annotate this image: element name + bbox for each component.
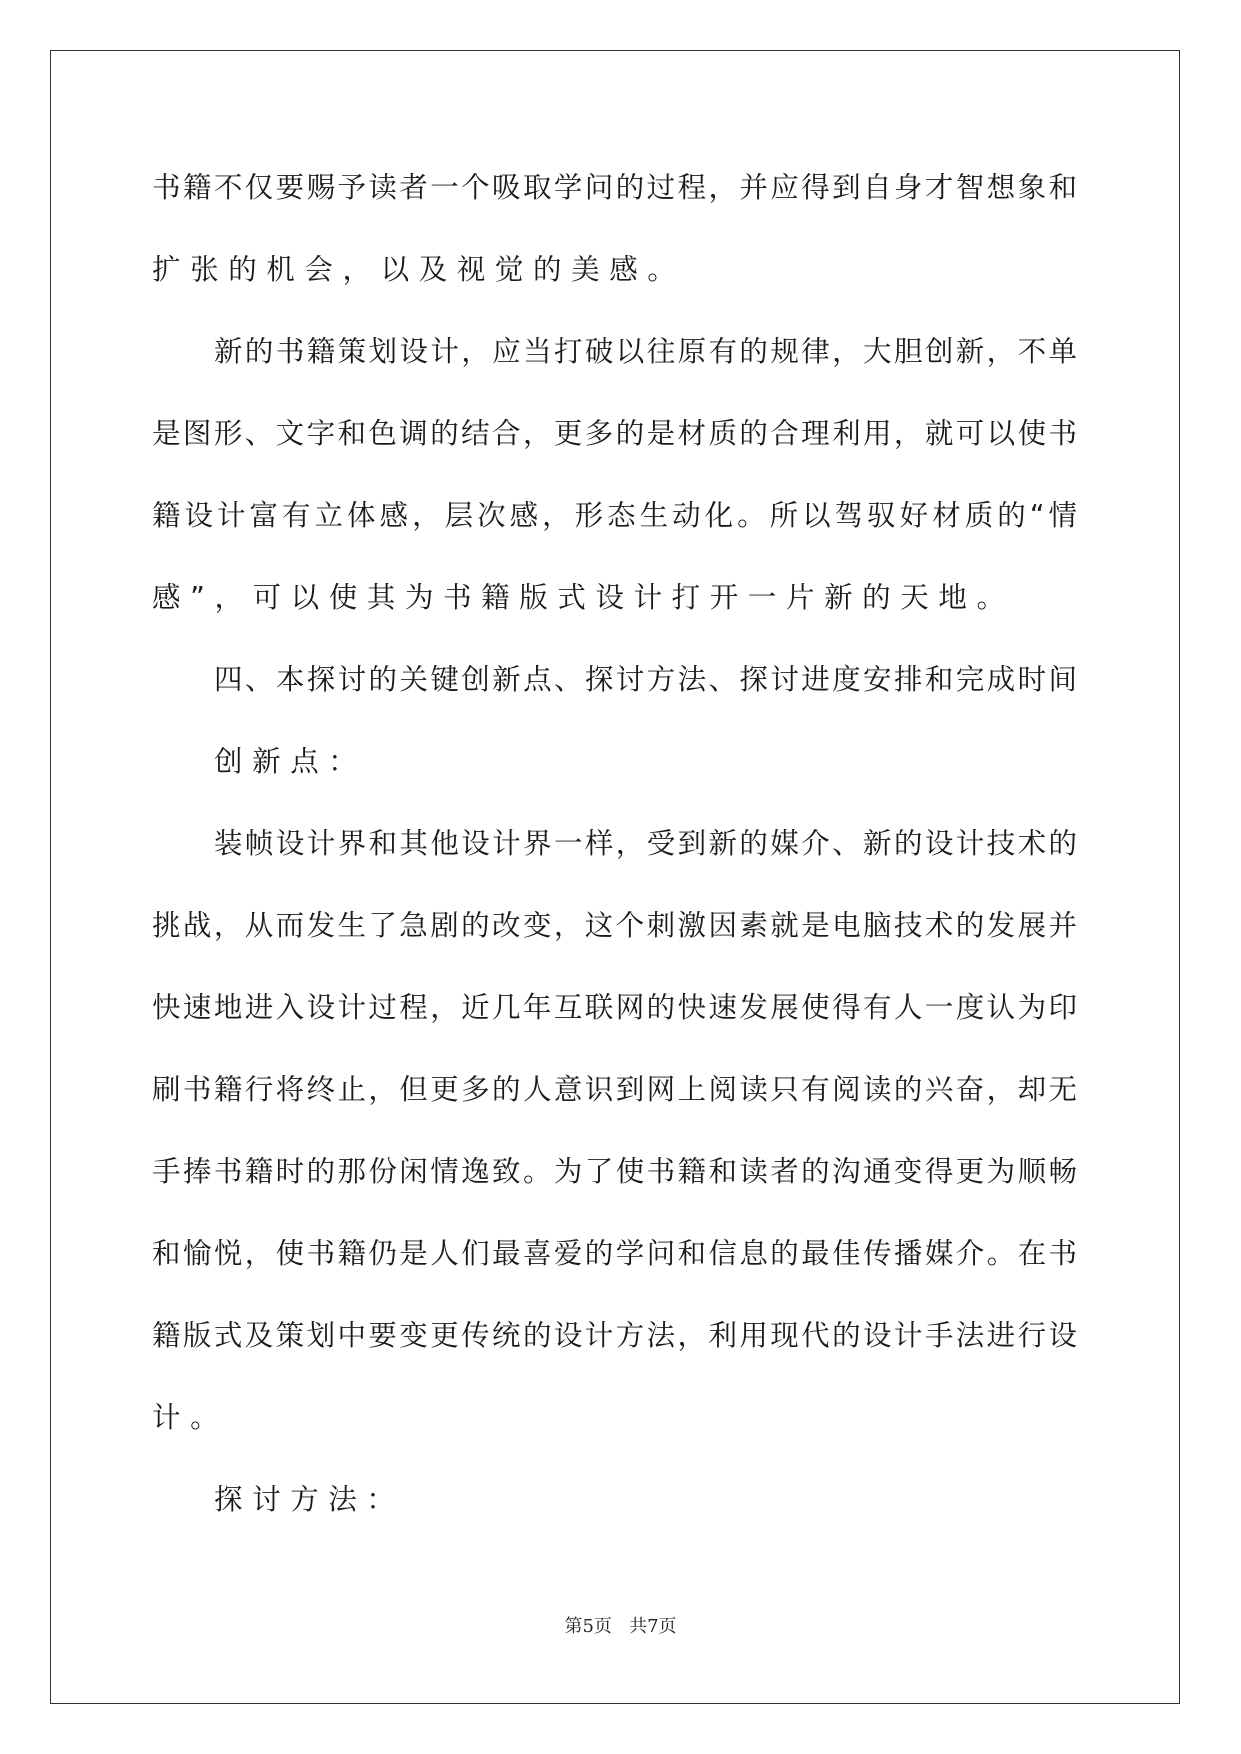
document-body bbox=[152, 160, 1077, 1554]
subheading-method: 探讨方法： bbox=[214, 1483, 405, 1516]
page-number-footer: 第5页 共7页 bbox=[564, 1616, 677, 1637]
subheading-innovation: 创新点： bbox=[214, 745, 367, 778]
paragraph-line: 快速地进入设计过程，近几年互联网的快速发展使得有人一度认为印 bbox=[152, 991, 1077, 1024]
paragraph-line: 书籍不仅要赐予读者一个吸取学问的过程，并应得到自身才智想象和 bbox=[152, 171, 1077, 204]
paragraph-line: 和愉悦，使书籍仍是人们最喜爱的学问和信息的最佳传播媒介。在书 bbox=[152, 1237, 1077, 1270]
paragraph-line: 刷书籍行将终止，但更多的人意识到网上阅读只有阅读的兴奋，却无 bbox=[152, 1073, 1077, 1106]
paragraph-line: 是图形、文字和色调的结合，更多的是材质的合理利用，就可以使书 bbox=[152, 417, 1077, 450]
section-heading: 四、本探讨的关键创新点、探讨方法、探讨进度安排和完成时间 bbox=[214, 663, 1077, 696]
paragraph-line: 计。 bbox=[152, 1401, 229, 1434]
paragraph-line: 感”，可以使其为书籍版式设计打开一片新的天地。 bbox=[152, 581, 1015, 614]
paragraph-line: 装帧设计界和其他设计界一样，受到新的媒介、新的设计技术的 bbox=[214, 827, 1077, 860]
paragraph-line: 新的书籍策划设计，应当打破以往原有的规律，大胆创新，不单 bbox=[214, 335, 1077, 368]
paragraph-line: 挑战，从而发生了急剧的改变，这个刺激因素就是电脑技术的发展并 bbox=[152, 909, 1077, 942]
paragraph-line: 籍设计富有立体感，层次感，形态生动化。所以驾驭好材质的“情 bbox=[152, 499, 1077, 532]
paragraph-line: 手捧书籍时的那份闲情逸致。为了使书籍和读者的沟通变得更为顺畅 bbox=[152, 1155, 1077, 1188]
paragraph-line: 扩张的机会，以及视觉的美感。 bbox=[152, 253, 686, 286]
paragraph-line: 籍版式及策划中要变更传统的设计方法，利用现代的设计手法进行设 bbox=[152, 1319, 1077, 1352]
